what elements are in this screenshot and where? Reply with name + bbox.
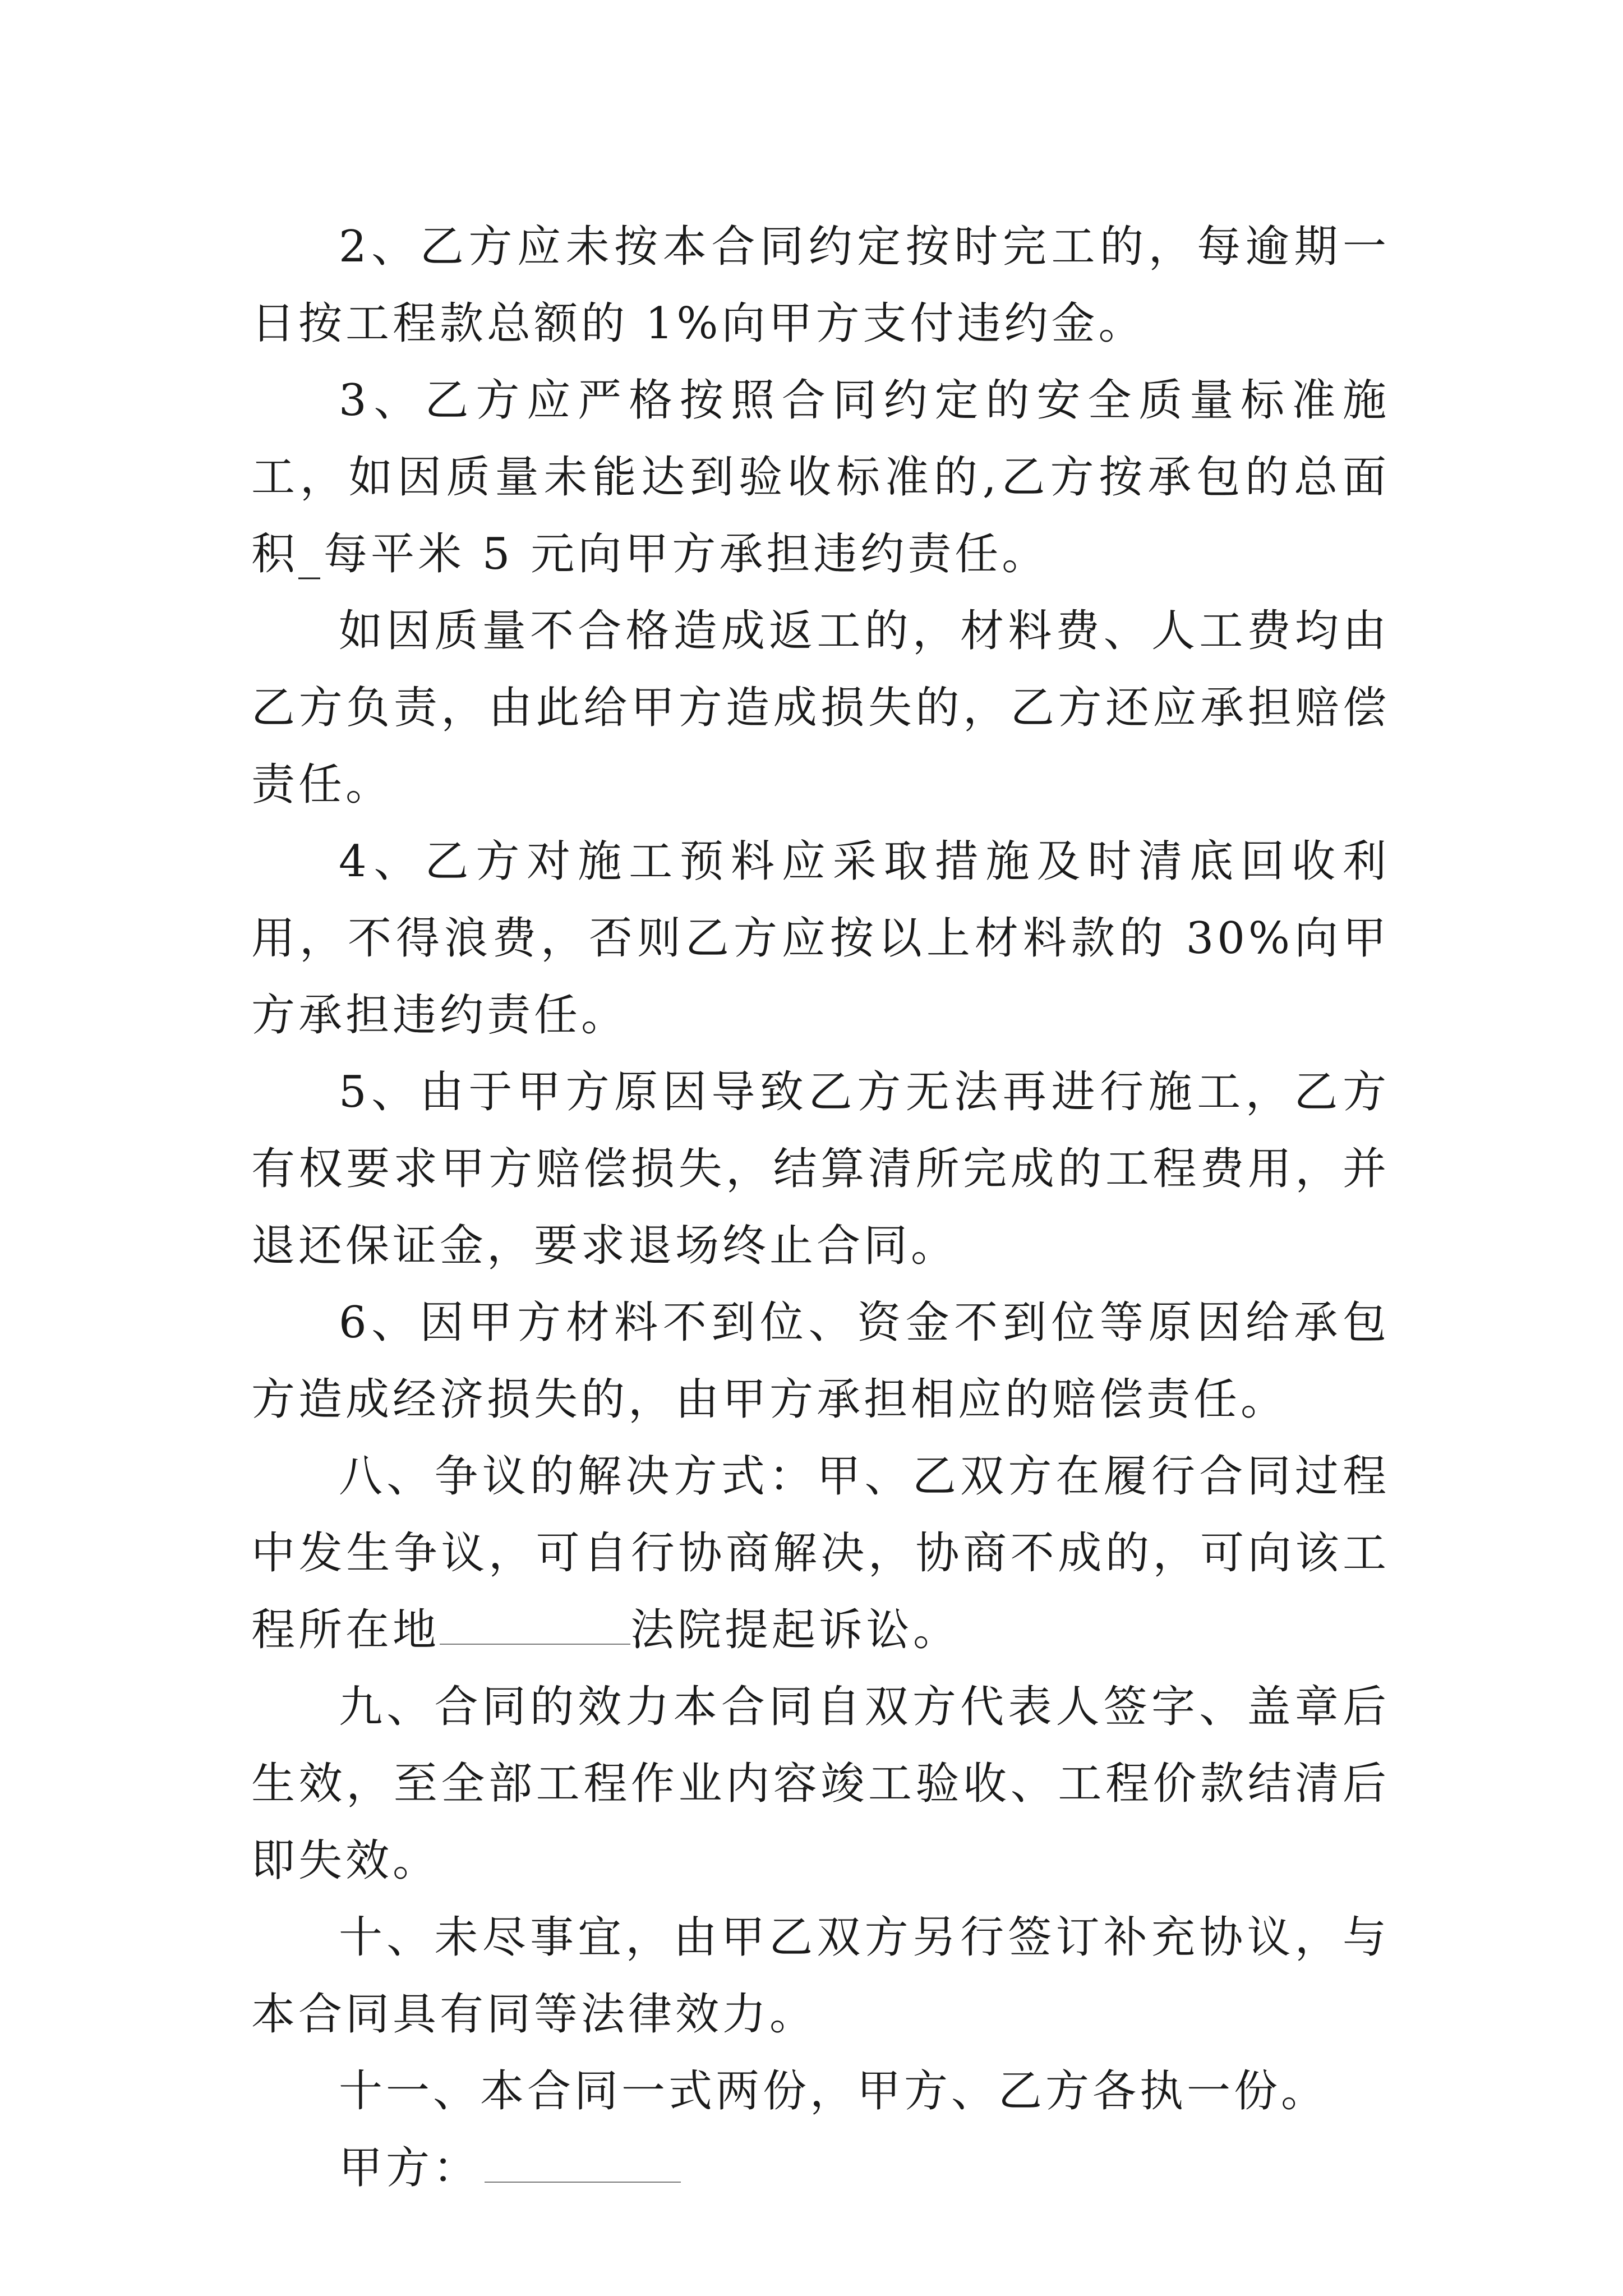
clause-5-party-a-cause: 5、由于甲方原因导致乙方无法再进行施工，乙方有权要求甲方赔偿损失，结算清所完成的工程费用，并退还保证金，要求退场终止合同。 xyxy=(251,1067,1390,1271)
clause-4-material-waste: 4、乙方对施工预料应采取措施及时清底回收利用，不得浪费，否则乙方应按以上材料款的 30%向甲方承担违约责任。 xyxy=(251,836,1390,1041)
clause-10-supplement: 十、未尽事宜，由甲乙双方另行签订补充协议，与本合同具有同等法律效力。 xyxy=(251,1912,1390,2040)
dispute-text: 八、争议的解决方式：甲、乙双方在履行合同过程中发生争议，可自行协商解决，协商不成的，可向该工程所在地 xyxy=(251,1451,1390,1655)
contract-body xyxy=(251,209,1390,2207)
party-a-label: 甲方： xyxy=(339,2143,481,2193)
clause-9-effectiveness: 九、合同的效力本合同自双方代表人签字、盖章后生效，至全部工程作业内容竣工验收、工程价款结清后即失效。 xyxy=(251,1682,1390,1886)
party-a-signature-line xyxy=(251,2130,1390,2207)
clause-6-material-funding: 6、因甲方材料不到位、资金不到位等原因给承包方造成经济损失的，由甲方承担相应的赔偿责任。 xyxy=(251,1297,1390,1425)
clause-11-copies: 十一、本合同一式两份，甲方、乙方各执一份。 xyxy=(339,2066,1329,2116)
party-a-signature-blank xyxy=(485,2147,681,2183)
clause-2-delay-penalty: 2、乙方应未按本合同约定按时完工的，每逾期一日按工程款总额的 1%向甲方支付违约金。 xyxy=(251,222,1390,349)
court-location-blank xyxy=(440,1609,630,1645)
dispute-text-end: 法院提起诉讼。 xyxy=(630,1605,961,1655)
clause-8-dispute-resolution xyxy=(251,1438,1390,1669)
clause-rework-liability: 如因质量不合格造成返工的，材料费、人工费均由乙方负责，由此给甲方造成损失的，乙方还应承担赔偿责任。 xyxy=(251,606,1390,810)
clause-3-quality-standard: 3、乙方应严格按照合同约定的安全质量标准施工，如因质量未能达到验收标准的,乙方按承包的总面积_每平米 5 元向甲方承担违约责任。 xyxy=(251,375,1390,579)
